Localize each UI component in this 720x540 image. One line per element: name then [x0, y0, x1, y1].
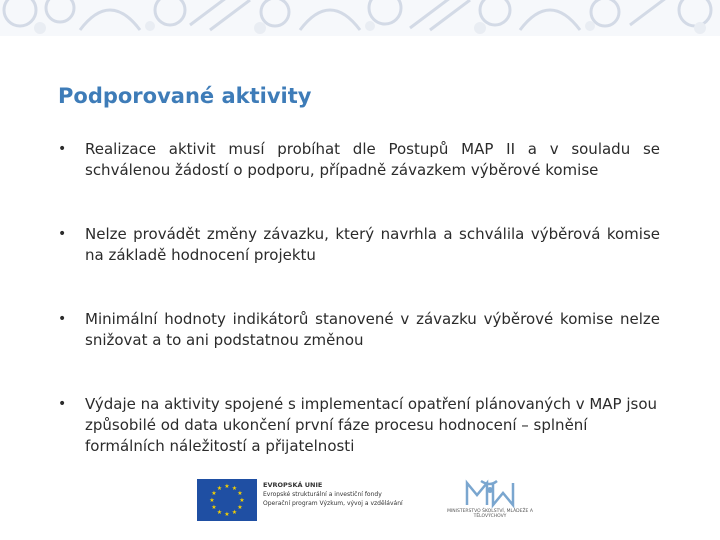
svg-text:★: ★ — [209, 497, 215, 504]
bullet-item — [58, 309, 660, 351]
ministry-label: MINISTERSTVO ŠKOLSTVÍ, MLÁDEŽE A TĚLOVÝCHOVY — [447, 509, 533, 519]
bullet-text: Minimální hodnoty indikátorů stanovené v závazku výběrové komise nelze snižovat a to ani podstatnou změnou — [85, 310, 660, 349]
eu-logo-text — [263, 481, 403, 508]
bullet-icon: • — [58, 141, 67, 157]
eu-flag-icon — [197, 479, 257, 521]
svg-text:★: ★ — [211, 504, 217, 511]
bullet-item — [58, 394, 660, 457]
bullet-icon: • — [58, 396, 67, 412]
decorative-pattern-band — [0, 0, 720, 36]
bullet-text: Nelze provádět změny závazku, který navrhla a schválila výběrová komise na základě hodnocení projektu — [85, 225, 660, 264]
svg-text:★: ★ — [224, 483, 230, 490]
bullet-text: Výdaje na aktivity spojené s implementací opatření plánovaných v MAP jsou způsobilé od data ukončení první fáze procesu hodnocení – splnění formálních náležitostí a přijatelnosti — [85, 395, 658, 455]
eu-line-1: EVROPSKÁ UNIE — [263, 481, 323, 489]
svg-text:★: ★ — [211, 490, 217, 497]
svg-text:★: ★ — [224, 511, 230, 518]
svg-text:★: ★ — [231, 485, 238, 492]
msmt-logo-icon — [445, 477, 535, 509]
svg-text:★: ★ — [216, 509, 223, 516]
svg-text:★: ★ — [237, 490, 243, 497]
slide-title: Podporované aktivity — [58, 84, 312, 108]
eu-line-3: Operační program Výzkum, vývoj a vzdělávání — [263, 500, 403, 507]
ministry-logo — [445, 477, 535, 523]
eu-line-2: Evropské strukturální a investiční fondy — [263, 491, 382, 498]
svg-text:★: ★ — [239, 497, 245, 504]
bullet-item — [58, 224, 660, 266]
svg-text:★: ★ — [237, 504, 243, 511]
pattern-icon — [0, 0, 720, 36]
svg-text:★: ★ — [231, 509, 238, 516]
bullet-text: Realizace aktivit musí probíhat dle Postupů MAP II a v souladu se schválenou žádostí o podporu, případně závazkem výběrové komise — [85, 140, 660, 179]
svg-text:★: ★ — [216, 485, 223, 492]
bullet-icon: • — [58, 226, 67, 242]
bullet-item — [58, 139, 660, 181]
bullet-list — [58, 139, 660, 500]
bullet-icon: • — [58, 311, 67, 327]
footer-logos — [197, 477, 537, 523]
